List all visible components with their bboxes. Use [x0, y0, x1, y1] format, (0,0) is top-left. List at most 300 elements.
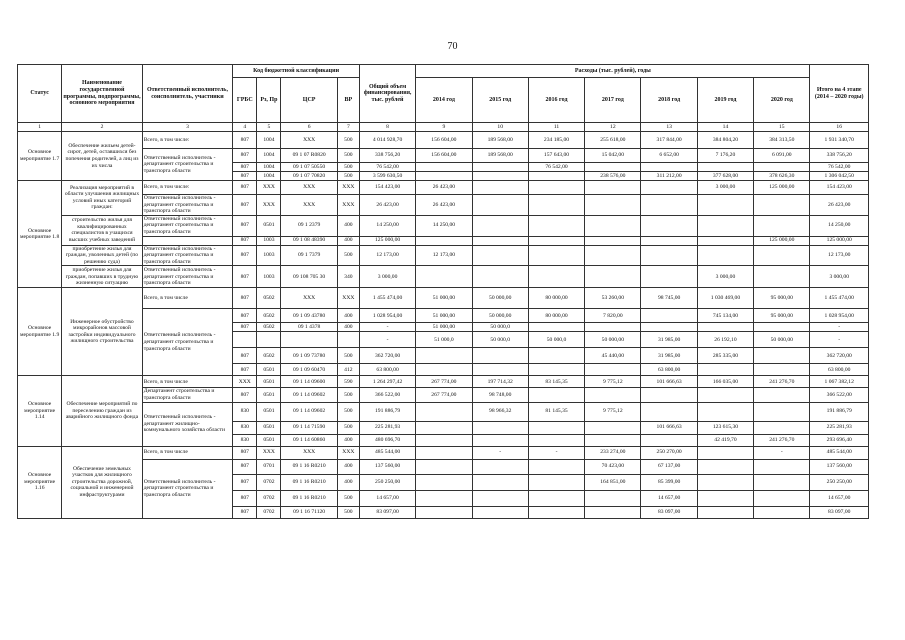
amount-cell — [472, 215, 528, 236]
budget-code-cell: XXX — [337, 181, 359, 195]
amount-cell: 485 544,00 — [810, 446, 869, 459]
executor-cell: Всего, в том числе: — [142, 132, 233, 149]
amount-cell — [697, 323, 753, 332]
amount-cell: 83 145,35 — [528, 376, 584, 388]
amount-cell: 234 185,00 — [528, 132, 584, 149]
amount-cell: 14 657,00 — [810, 490, 869, 506]
column-index-cell: 14 — [697, 123, 753, 132]
amount-cell: 81 145,35 — [528, 402, 584, 421]
budget-code-cell: 807 — [233, 288, 257, 309]
amount-cell — [585, 421, 641, 434]
table-row — [18, 245, 869, 266]
amount-cell — [697, 236, 753, 245]
table-row — [18, 215, 869, 236]
budget-code-cell: 807 — [233, 348, 257, 364]
amount-cell: 1 067 382,12 — [810, 376, 869, 388]
budget-code-cell: 400 — [337, 474, 359, 490]
amount-cell: 125 000,00 — [754, 181, 810, 195]
amount-cell — [754, 421, 810, 434]
budget-code-cell: 807 — [233, 215, 257, 236]
amount-cell: 26 192,10 — [697, 332, 753, 348]
budget-code-cell: 400 — [337, 309, 359, 323]
header-csr: ЦСР — [281, 78, 337, 123]
budget-code-cell: 500 — [337, 132, 359, 149]
budget-code-cell: 09 1 14 09600 — [281, 376, 337, 388]
amount-cell: 3 000,00 — [697, 181, 753, 195]
header-year-2016: 2016 год — [528, 78, 584, 123]
budget-code-cell — [281, 332, 337, 348]
amount-cell: 3 000,00 — [810, 266, 869, 288]
amount-cell: 98 745,00 — [641, 288, 697, 309]
amount-cell: 45 440,00 — [585, 348, 641, 364]
budget-table — [17, 64, 869, 519]
amount-cell — [416, 266, 472, 288]
amount-cell — [754, 490, 810, 506]
table-row — [18, 266, 869, 288]
amount-cell: 137 560,00 — [810, 459, 869, 474]
amount-cell: 197 714,32 — [472, 376, 528, 388]
executor-cell: Всего, в том числе — [142, 446, 233, 459]
amount-cell — [416, 474, 472, 490]
budget-code-cell: XXX — [281, 181, 337, 195]
amount-cell — [585, 323, 641, 332]
amount-cell — [528, 181, 584, 195]
amount-cell: 51 000,00 — [416, 288, 472, 309]
amount-cell — [585, 215, 641, 236]
amount-cell: 338 756,20 — [810, 149, 869, 163]
amount-cell: 250 250,00 — [810, 474, 869, 490]
budget-code-cell: 807 — [233, 474, 257, 490]
budget-code-cell: 500 — [337, 506, 359, 518]
amount-cell: 225 281,93 — [810, 421, 869, 434]
amount-cell: 480 696,70 — [359, 434, 415, 446]
amount-cell: 26 423,00 — [416, 195, 472, 216]
amount-cell: 241 276,70 — [754, 376, 810, 388]
amount-cell — [697, 490, 753, 506]
amount-cell: 85 399,00 — [641, 474, 697, 490]
budget-code-cell: 0501 — [257, 388, 281, 402]
amount-cell — [697, 506, 753, 518]
amount-cell: 50 000,00 — [472, 309, 528, 323]
amount-cell — [754, 215, 810, 236]
amount-cell — [472, 474, 528, 490]
amount-cell: - — [528, 446, 584, 459]
table-row — [18, 376, 869, 388]
amount-cell: - — [810, 323, 869, 332]
amount-cell: 3 599 630,50 — [359, 172, 415, 181]
amount-cell — [697, 459, 753, 474]
amount-cell: 4 014 928,70 — [359, 132, 415, 149]
amount-cell — [754, 348, 810, 364]
amount-cell: 98 748,00 — [472, 388, 528, 402]
header-year-2019: 2019 год — [697, 78, 753, 123]
amount-cell: 250 250,00 — [359, 474, 415, 490]
amount-cell: 7 820,00 — [585, 309, 641, 323]
executor-cell: Департамент строительства и транспорта области — [142, 388, 233, 402]
amount-cell: 50 000,0 — [528, 332, 584, 348]
amount-cell — [528, 245, 584, 266]
amount-cell — [528, 490, 584, 506]
amount-cell: 83 097,00 — [359, 506, 415, 518]
amount-cell — [416, 506, 472, 518]
amount-cell: 267 774,00 — [416, 376, 472, 388]
amount-cell: 12 173,00 — [810, 245, 869, 266]
amount-cell — [472, 163, 528, 172]
budget-code-cell: 807 — [233, 236, 257, 245]
amount-cell: - — [754, 446, 810, 459]
budget-code-cell: 09 1 7379 — [281, 245, 337, 266]
table-row — [18, 149, 869, 163]
amount-cell: 137 560,00 — [359, 459, 415, 474]
header-year-2018: 2018 год — [641, 78, 697, 123]
amount-cell: 338 756,20 — [359, 149, 415, 163]
header-status: Статус — [18, 65, 62, 123]
budget-code-cell: 500 — [337, 421, 359, 434]
budget-code-cell: 0501 — [257, 421, 281, 434]
budget-code-cell: 0702 — [257, 506, 281, 518]
amount-cell — [754, 364, 810, 376]
table-row — [18, 459, 869, 474]
budget-code-cell: 1004 — [257, 149, 281, 163]
program-name-cell: приобретение жилья для граждан, попавших в трудную жизненную ситуацию — [62, 266, 142, 288]
budget-code-cell: 09 1 4378 — [281, 323, 337, 332]
budget-code-cell — [233, 332, 257, 348]
amount-cell: 154 423,00 — [359, 181, 415, 195]
amount-cell — [641, 402, 697, 421]
budget-code-cell: 1003 — [257, 245, 281, 266]
amount-cell: 26 423,00 — [416, 181, 472, 195]
program-name-cell: приобретение жилья для граждан, уволенных детей (по решению суда) — [62, 245, 142, 266]
budget-code-cell: 500 — [337, 149, 359, 163]
amount-cell — [754, 388, 810, 402]
table-row — [18, 195, 869, 216]
table-row — [18, 236, 869, 245]
header-expenses-group: Расходы (тыс. рублей), годы — [416, 65, 810, 78]
column-index-cell: 12 — [585, 123, 641, 132]
header-total-stage: Итого на 4 этапе (2014 – 2020 годы) — [810, 65, 869, 123]
amount-cell — [528, 364, 584, 376]
amount-cell — [416, 434, 472, 446]
amount-cell — [472, 245, 528, 266]
amount-cell: 80 000,00 — [528, 288, 584, 309]
budget-code-cell: XXX — [337, 288, 359, 309]
amount-cell — [472, 490, 528, 506]
table-row — [18, 402, 869, 421]
budget-code-cell: 807 — [233, 245, 257, 266]
amount-cell — [697, 402, 753, 421]
amount-cell: 189 568,00 — [472, 149, 528, 163]
budget-code-cell: 09 1 14 60860 — [281, 434, 337, 446]
amount-cell — [697, 245, 753, 266]
amount-cell: 50 000,00 — [585, 332, 641, 348]
amount-cell — [472, 195, 528, 216]
amount-cell — [416, 236, 472, 245]
budget-code-cell: 500 — [337, 490, 359, 506]
amount-cell: 63 800,00 — [359, 364, 415, 376]
budget-code-cell: 0502 — [257, 348, 281, 364]
amount-cell — [528, 421, 584, 434]
amount-cell: 63 800,00 — [641, 364, 697, 376]
budget-code-cell: 09 1 16 R0210 — [281, 474, 337, 490]
amount-cell: 26 423,00 — [810, 195, 869, 216]
amount-cell — [641, 434, 697, 446]
budget-code-cell: 400 — [337, 215, 359, 236]
amount-cell: 95 000,00 — [754, 309, 810, 323]
amount-cell — [528, 434, 584, 446]
budget-code-cell: 0702 — [257, 490, 281, 506]
amount-cell — [585, 490, 641, 506]
budget-code-cell: 500 — [337, 402, 359, 421]
budget-code-cell: XXX — [257, 446, 281, 459]
executor-cell: Ответственный исполнитель - департамент строительства и транспорта области — [142, 215, 233, 236]
amount-cell — [641, 195, 697, 216]
budget-code-cell: 09 108 705 30 — [281, 266, 337, 288]
budget-code-cell: 09 1 07 R0820 — [281, 149, 337, 163]
amount-cell — [416, 490, 472, 506]
amount-cell: 50 000,0 — [472, 332, 528, 348]
budget-code-cell: 09 1 14 71590 — [281, 421, 337, 434]
amount-cell — [528, 348, 584, 364]
amount-cell — [585, 434, 641, 446]
amount-cell: 14 250,00 — [810, 215, 869, 236]
amount-cell — [528, 195, 584, 216]
budget-code-cell: 1004 — [257, 163, 281, 172]
amount-cell — [472, 459, 528, 474]
budget-code-cell: 500 — [337, 245, 359, 266]
amount-cell: 76 542,00 — [359, 163, 415, 172]
budget-code-cell: 09 1 14 09602 — [281, 402, 337, 421]
table-row — [18, 309, 869, 323]
amount-cell — [528, 388, 584, 402]
amount-cell: - — [810, 332, 869, 348]
amount-cell: 377 628,00 — [697, 172, 753, 181]
amount-cell — [416, 348, 472, 364]
budget-code-cell: 830 — [233, 402, 257, 421]
amount-cell — [472, 348, 528, 364]
budget-code-cell: 807 — [233, 446, 257, 459]
budget-code-cell: 807 — [233, 506, 257, 518]
budget-code-cell: XXX — [337, 195, 359, 216]
budget-code-cell: 807 — [233, 309, 257, 323]
amount-cell: 12 173,00 — [359, 245, 415, 266]
amount-cell: 366 522,00 — [810, 388, 869, 402]
budget-code-cell: 500 — [337, 163, 359, 172]
executor-cell: Ответственный исполнитель - департамент строительства и транспорта области — [142, 245, 233, 266]
budget-code-cell: XXX — [281, 195, 337, 216]
column-index-cell: 7 — [337, 123, 359, 132]
amount-cell — [472, 236, 528, 245]
budget-code-cell — [337, 332, 359, 348]
budget-code-cell: 1004 — [257, 172, 281, 181]
budget-code-cell: XXX — [281, 132, 337, 149]
amount-cell: 366 522,00 — [359, 388, 415, 402]
amount-cell — [528, 236, 584, 245]
amount-cell: 157 643,00 — [528, 149, 584, 163]
column-index-cell: 1 — [18, 123, 62, 132]
amount-cell: 164 851,00 — [585, 474, 641, 490]
amount-cell — [641, 163, 697, 172]
budget-code-cell: 807 — [233, 364, 257, 376]
amount-cell: 1 028 954,00 — [810, 309, 869, 323]
amount-cell: 80 000,00 — [528, 309, 584, 323]
amount-cell: 250 270,00 — [641, 446, 697, 459]
program-name-cell: Обеспечение земельных участков для жилищного строительства дорожной, социальной и инженерной инфраструктурами — [62, 446, 142, 518]
amount-cell — [754, 402, 810, 421]
amount-cell — [754, 506, 810, 518]
amount-cell — [697, 215, 753, 236]
amount-cell: 63 800,00 — [810, 364, 869, 376]
budget-code-cell: 500 — [337, 388, 359, 402]
amount-cell: 191 886,79 — [810, 402, 869, 421]
amount-cell: 267 774,00 — [416, 388, 472, 402]
amount-cell: 1 455 474,00 — [359, 288, 415, 309]
column-index-cell: 10 — [472, 123, 528, 132]
amount-cell — [585, 388, 641, 402]
amount-cell: 384 313,50 — [754, 132, 810, 149]
amount-cell: 14 657,00 — [641, 490, 697, 506]
column-index-cell: 9 — [416, 123, 472, 132]
table-row — [18, 288, 869, 309]
amount-cell: 123 615,30 — [697, 421, 753, 434]
amount-cell — [641, 236, 697, 245]
amount-cell: 76 542,00 — [528, 163, 584, 172]
executor-cell: Ответственный исполнитель - департамент строительства и транспорта области — [142, 309, 233, 376]
amount-cell: 6 652,00 — [641, 149, 697, 163]
header-program-name: Наименование государственной программы, подпрограммы, основного мероприятия — [62, 65, 142, 123]
status-cell: Основное мероприятие 1.7 — [18, 132, 62, 181]
amount-cell: 293 696,40 — [810, 434, 869, 446]
amount-cell — [472, 421, 528, 434]
amount-cell — [585, 245, 641, 266]
amount-cell: 9 775,12 — [585, 402, 641, 421]
budget-code-cell: 807 — [233, 388, 257, 402]
budget-code-cell: XXX — [281, 288, 337, 309]
budget-code-cell: XXX — [257, 195, 281, 216]
amount-cell: 9 775,12 — [585, 376, 641, 388]
page-number: 70 — [447, 41, 458, 52]
amount-cell — [754, 245, 810, 266]
budget-code-cell: 807 — [233, 459, 257, 474]
budget-code-cell: XXX — [233, 376, 257, 388]
executor-cell: Всего, в том числе: — [142, 181, 233, 195]
column-index-row — [18, 123, 869, 132]
amount-cell: 67 137,00 — [641, 459, 697, 474]
budget-code-cell: 807 — [233, 172, 257, 181]
amount-cell: 225 281,93 — [359, 421, 415, 434]
program-name-cell: Обеспечение мероприятий по переселению граждан из аварийного жилищного фонда — [62, 376, 142, 446]
amount-cell: 50 000,00 — [754, 332, 810, 348]
budget-code-cell: XXX — [337, 446, 359, 459]
amount-cell — [416, 446, 472, 459]
amount-cell: 3 000,00 — [697, 266, 753, 288]
amount-cell — [697, 446, 753, 459]
budget-code-cell: 830 — [233, 434, 257, 446]
budget-code-cell: 400 — [337, 323, 359, 332]
header-year-2014: 2014 год — [416, 78, 472, 123]
executor-cell: Всего, в том числе — [142, 376, 233, 388]
budget-code-cell: 400 — [337, 459, 359, 474]
amount-cell: 70 423,00 — [585, 459, 641, 474]
amount-cell: 362 720,00 — [359, 348, 415, 364]
amount-cell: 50 000,0 — [472, 323, 528, 332]
amount-cell: 31 985,00 — [641, 332, 697, 348]
budget-code-cell: 09 1 14 09602 — [281, 388, 337, 402]
executor-cell — [142, 236, 233, 245]
amount-cell: 6 091,00 — [754, 149, 810, 163]
amount-cell — [754, 323, 810, 332]
amount-cell: 31 985,00 — [641, 348, 697, 364]
header-year-2015: 2015 год — [472, 78, 528, 123]
amount-cell: 1 030 469,00 — [697, 288, 753, 309]
amount-cell: 101 666,63 — [641, 421, 697, 434]
amount-cell — [585, 181, 641, 195]
budget-code-cell: 412 — [337, 364, 359, 376]
amount-cell: 14 250,00 — [359, 215, 415, 236]
amount-cell — [528, 323, 584, 332]
budget-code-cell: 500 — [337, 172, 359, 181]
executor-cell: Ответственный исполнитель - департамент жилищно-коммунального хозяйства области — [142, 402, 233, 446]
status-cell: Основное мероприятие 1.8 — [18, 181, 62, 288]
amount-cell — [416, 459, 472, 474]
amount-cell: 7 176,20 — [697, 149, 753, 163]
budget-code-cell: 1004 — [257, 132, 281, 149]
amount-cell: 241 276,70 — [754, 434, 810, 446]
column-index-cell: 11 — [528, 123, 584, 132]
amount-cell — [754, 459, 810, 474]
table-row — [18, 446, 869, 459]
amount-cell — [641, 388, 697, 402]
header-year-2017: 2017 год — [585, 78, 641, 123]
column-index-cell: 8 — [359, 123, 415, 132]
budget-code-cell: 0501 — [257, 364, 281, 376]
amount-cell: 51 000,00 — [416, 323, 472, 332]
amount-cell: 95 000,00 — [754, 288, 810, 309]
amount-cell: 238 576,00 — [585, 172, 641, 181]
amount-cell: - — [359, 323, 415, 332]
amount-cell: 485 544,00 — [359, 446, 415, 459]
amount-cell: 1 455 474,00 — [810, 288, 869, 309]
amount-cell — [416, 172, 472, 181]
column-index-cell: 13 — [641, 123, 697, 132]
amount-cell: 1 264 297,42 — [359, 376, 415, 388]
amount-cell — [472, 266, 528, 288]
amount-cell: 125 000,00 — [359, 236, 415, 245]
amount-cell: 51 000,0 — [416, 332, 472, 348]
amount-cell: 101 666,63 — [641, 376, 697, 388]
amount-cell: 50 000,00 — [472, 288, 528, 309]
budget-code-cell: 807 — [233, 149, 257, 163]
amount-cell — [754, 195, 810, 216]
budget-code-cell: 1003 — [257, 236, 281, 245]
amount-cell: 255 618,00 — [585, 132, 641, 149]
amount-cell: 285 335,00 — [697, 348, 753, 364]
budget-code-cell: XXX — [281, 446, 337, 459]
amount-cell — [416, 364, 472, 376]
header-vr: ВР — [337, 78, 359, 123]
budget-code-cell: XXX — [257, 181, 281, 195]
budget-code-cell: 09 1 07 70820 — [281, 172, 337, 181]
amount-cell: - — [472, 446, 528, 459]
amount-cell: 42 419,70 — [697, 434, 753, 446]
executor-cell: Ответственный исполнитель - департамент строительства и транспорта области — [142, 266, 233, 288]
amount-cell: 1 028 954,00 — [359, 309, 415, 323]
amount-cell — [754, 474, 810, 490]
budget-code-cell: 807 — [233, 132, 257, 149]
column-index-cell: 15 — [754, 123, 810, 132]
header-executor: Ответственный исполнитель, соисполнитель, участники — [142, 65, 233, 123]
budget-code-cell: 0501 — [257, 215, 281, 236]
column-index-cell: 2 — [62, 123, 142, 132]
